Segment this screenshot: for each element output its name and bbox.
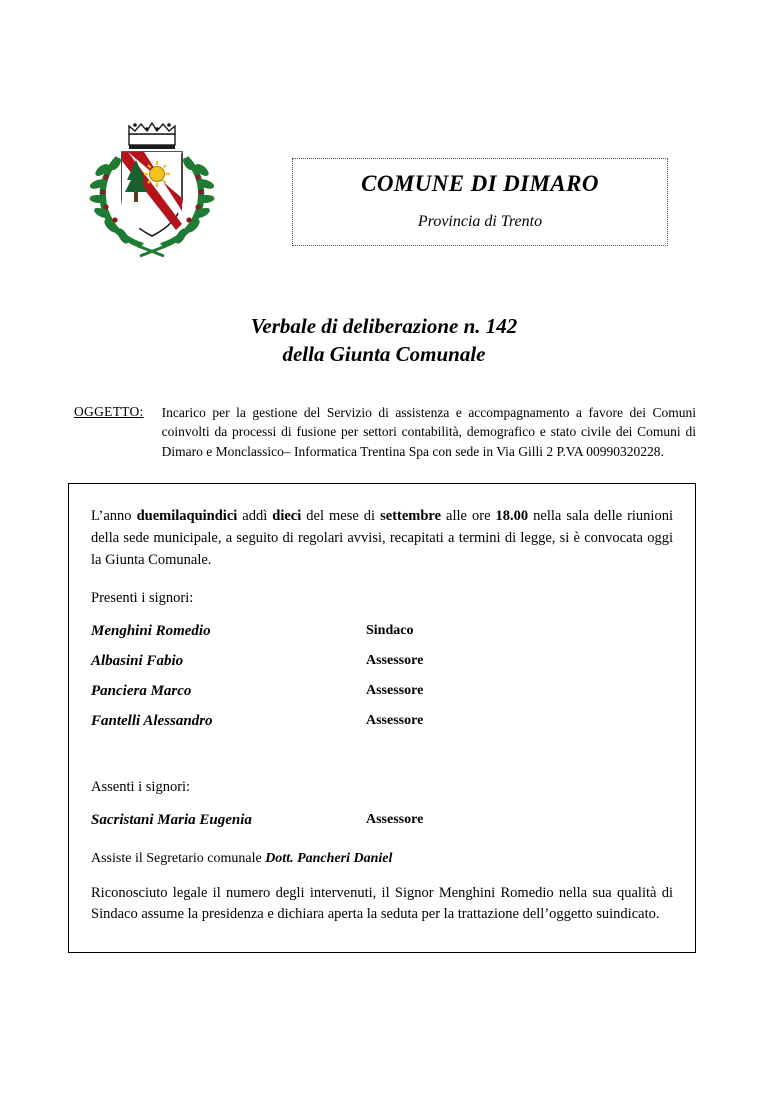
member-role: Assessore bbox=[366, 682, 424, 698]
intro-part-3: del mese di bbox=[301, 508, 381, 525]
provincia-subtitle: Provincia di Trento bbox=[417, 213, 543, 230]
assenti-list bbox=[91, 812, 673, 829]
convocation-paragraph bbox=[91, 506, 673, 571]
oggetto-label: OGGETTO: bbox=[74, 403, 144, 419]
deliberation-title-line2: della Giunta Comunale bbox=[282, 342, 486, 367]
secretary-line bbox=[91, 851, 673, 867]
intro-part-5: nella sala delle riunioni della sede municipale, a seguito di regolari avvisi, recapitati a termini di legge, si è convocata oggi la Giunta Comunale. bbox=[91, 508, 673, 568]
list-item bbox=[91, 683, 673, 700]
comune-title-box bbox=[292, 158, 668, 246]
minutes-body-box bbox=[68, 483, 696, 953]
intro-part-1: L’anno bbox=[91, 508, 137, 525]
intro-year: duemilaquindici bbox=[136, 508, 238, 525]
presenti-label: Presenti i signori: bbox=[91, 589, 194, 606]
secretary-prefix: Assiste il Segretario comunale bbox=[91, 850, 266, 866]
list-item bbox=[91, 653, 673, 670]
member-name: Sacristani Maria Eugenia bbox=[91, 811, 252, 828]
presenti-list bbox=[91, 623, 673, 730]
document-header bbox=[0, 120, 768, 270]
intro-month: settembre bbox=[380, 508, 442, 525]
intro-time: 18.00 bbox=[495, 508, 529, 525]
member-name: Albasini Fabio bbox=[91, 652, 184, 669]
list-item bbox=[91, 812, 673, 829]
oggetto-section bbox=[74, 403, 696, 462]
member-role: Assessore bbox=[366, 652, 424, 668]
member-name: Fantelli Alessandro bbox=[91, 712, 213, 729]
list-item bbox=[91, 623, 673, 640]
deliberation-title-line1: Verbale di deliberazione n. 142 bbox=[250, 314, 518, 338]
closing-paragraph: Riconosciuto legale il numero degli intervenuti, il Signor Menghini Romedio nella sua qualità di Sindaco assume la presidenza e dichiara aperta la seduta per la trattazione dell’oggetto suindicato. bbox=[91, 884, 673, 923]
member-name: Menghini Romedio bbox=[91, 622, 211, 639]
deliberation-title bbox=[0, 312, 768, 369]
member-role: Sindaco bbox=[366, 622, 414, 638]
member-role: Assessore bbox=[366, 811, 424, 827]
member-name: Panciera Marco bbox=[91, 682, 192, 699]
intro-part-2: addì bbox=[237, 508, 273, 525]
coat-of-arms-icon bbox=[72, 114, 232, 264]
secretary-name: Dott. Pancheri Daniel bbox=[265, 850, 393, 866]
spacer bbox=[91, 743, 673, 761]
comune-title: COMUNE DI DIMARO bbox=[361, 171, 599, 196]
list-item bbox=[91, 713, 673, 730]
assenti-label: Assenti i signori: bbox=[91, 778, 191, 795]
intro-part-4: alle ore bbox=[441, 508, 496, 525]
member-role: Assessore bbox=[366, 712, 424, 728]
intro-day: dieci bbox=[272, 508, 302, 525]
document-page bbox=[0, 120, 768, 1114]
oggetto-text: Incarico per la gestione del Servizio di assistenza e accompagnamento a favore dei Comuni coinvolti da processi di fusione per settori contabilità, demografico e stato civile dei Comuni di Dimaro e Monclassico– Informatica Trentina Spa con sede in Via Gilli 2 P.VA 00990320228. bbox=[161, 404, 696, 459]
